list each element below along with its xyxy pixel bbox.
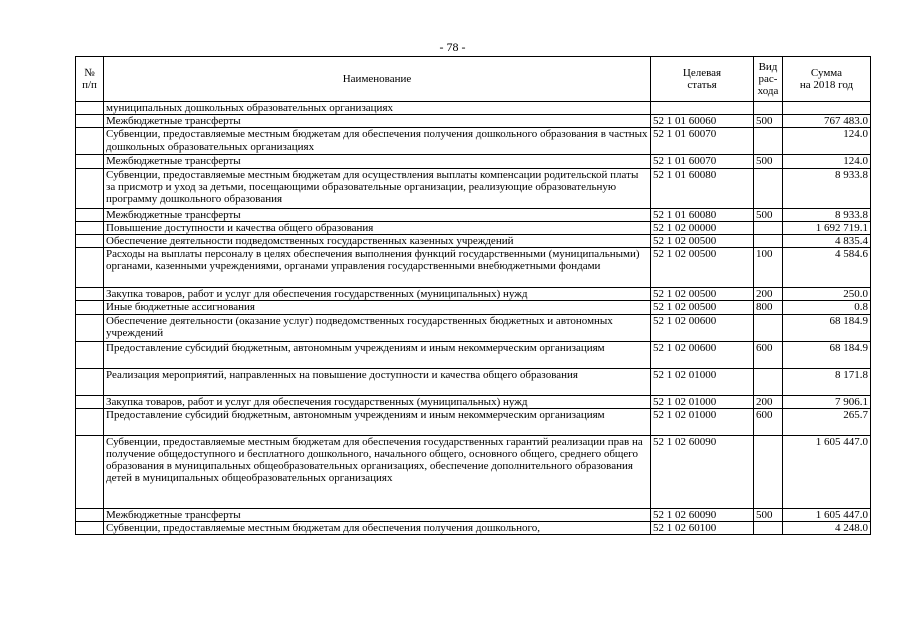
table-header-row [76, 57, 871, 102]
cell-code: 52 1 02 60090 [651, 435, 754, 508]
cell-name: муниципальных дошкольных образовательных организациях [104, 102, 651, 115]
cell-sum: 250.0 [783, 288, 871, 301]
cell-num [76, 288, 104, 301]
cell-kind: 500 [754, 155, 783, 168]
cell-kind [754, 435, 783, 508]
cell-sum: 0.8 [783, 301, 871, 314]
cell-name: Субвенции, предоставляемые местным бюджетам для обеспечения получения дошкольного, [104, 522, 651, 535]
cell-kind [754, 368, 783, 395]
table-row [76, 102, 871, 115]
header-sum [783, 57, 871, 102]
table-row [76, 522, 871, 535]
cell-sum: 8 933.8 [783, 208, 871, 221]
cell-kind: 200 [754, 288, 783, 301]
table-row [76, 115, 871, 128]
cell-num [76, 248, 104, 288]
cell-name: Повышение доступности и качества общего образования [104, 221, 651, 234]
cell-kind [754, 221, 783, 234]
cell-code: 52 1 02 00000 [651, 221, 754, 234]
cell-code: 52 1 01 60060 [651, 115, 754, 128]
cell-sum: 1 605 447.0 [783, 508, 871, 521]
cell-sum: 7 906.1 [783, 395, 871, 408]
cell-num [76, 435, 104, 508]
cell-name: Субвенции, предоставляемые местным бюджетам для осуществления выплаты компенсации родительской платы за присмотр и уход за детьми, посещающими образовательные организации, реализующие образовательную программу дошкольного образования [104, 168, 651, 208]
cell-kind [754, 314, 783, 341]
cell-kind: 100 [754, 248, 783, 288]
table-body [76, 102, 871, 535]
header-name-text: Наименование [342, 72, 412, 85]
table-row [76, 435, 871, 508]
cell-kind [754, 168, 783, 208]
cell-kind: 500 [754, 115, 783, 128]
cell-code: 52 1 01 60080 [651, 208, 754, 221]
cell-name: Закупка товаров, работ и услуг для обеспечения государственных (муниципальных) нужд [104, 288, 651, 301]
table-row [76, 395, 871, 408]
cell-num [76, 314, 104, 341]
cell-name: Межбюджетные трансферты [104, 208, 651, 221]
cell-name: Обеспечение деятельности подведомственных государственных казенных учреждений [104, 235, 651, 248]
cell-sum: 124.0 [783, 128, 871, 155]
cell-code [651, 102, 754, 115]
table-row [76, 508, 871, 521]
table-row [76, 208, 871, 221]
table-row [76, 288, 871, 301]
cell-kind: 600 [754, 408, 783, 435]
cell-name: Обеспечение деятельности (оказание услуг) подведомственных государственных бюджетных и автономных учреждений [104, 314, 651, 341]
table-row [76, 155, 871, 168]
header-kind [754, 57, 783, 102]
cell-sum: 124.0 [783, 155, 871, 168]
cell-kind [754, 235, 783, 248]
table-row [76, 408, 871, 435]
page-number: - 78 - [439, 40, 466, 54]
cell-num [76, 115, 104, 128]
cell-kind: 600 [754, 341, 783, 368]
cell-name: Субвенции, предоставляемые местным бюджетам для обеспечения получения дошкольного образования в частных дошкольных образовательных организациях [104, 128, 651, 155]
cell-code: 52 1 02 00600 [651, 341, 754, 368]
cell-code: 52 1 01 60070 [651, 155, 754, 168]
cell-name: Межбюджетные трансферты [104, 115, 651, 128]
table-row [76, 128, 871, 155]
cell-name: Реализация мероприятий, направленных на повышение доступности и качества общего образования [104, 368, 651, 395]
cell-num [76, 155, 104, 168]
cell-code: 52 1 02 60100 [651, 522, 754, 535]
cell-num [76, 408, 104, 435]
cell-sum: 265.7 [783, 408, 871, 435]
cell-kind [754, 128, 783, 155]
cell-kind: 800 [754, 301, 783, 314]
cell-code: 52 1 01 60080 [651, 168, 754, 208]
header-name [104, 57, 651, 102]
cell-code: 52 1 02 60090 [651, 508, 754, 521]
budget-table [75, 56, 871, 535]
cell-sum: 68 184.9 [783, 314, 871, 341]
cell-name: Межбюджетные трансферты [104, 155, 651, 168]
cell-code: 52 1 02 00600 [651, 314, 754, 341]
cell-num [76, 341, 104, 368]
cell-sum: 8 171.8 [783, 368, 871, 395]
header-num [76, 57, 104, 102]
cell-num [76, 235, 104, 248]
cell-sum [783, 102, 871, 115]
table-row [76, 314, 871, 341]
cell-name: Расходы на выплаты персоналу в целях обеспечения выполнения функций государственными (муниципальными) органами, казенными учреждениями, органами управления государственными внебюджетными фондами [104, 248, 651, 288]
cell-kind: 500 [754, 508, 783, 521]
cell-code: 52 1 02 00500 [651, 301, 754, 314]
cell-sum: 4 248.0 [783, 522, 871, 535]
table-row [76, 368, 871, 395]
table-row [76, 301, 871, 314]
cell-sum: 4 584.6 [783, 248, 871, 288]
cell-code: 52 1 02 00500 [651, 235, 754, 248]
cell-code: 52 1 01 60070 [651, 128, 754, 155]
header-kind-text: Вид рас- хода [757, 60, 779, 98]
cell-num [76, 102, 104, 115]
cell-name: Межбюджетные трансферты [104, 508, 651, 521]
header-code [651, 57, 754, 102]
cell-code: 52 1 02 00500 [651, 288, 754, 301]
cell-num [76, 301, 104, 314]
cell-kind [754, 102, 783, 115]
cell-name: Субвенции, предоставляемые местным бюджетам для обеспечения государственных гарантий реализации прав на получение общедоступного и бесплатного дошкольного, начального общего, основного общего, среднего общего образования в муниципальных общеобразовательных организациях, обеспечение дополнительного образования детей в муниципальных общеобразовательных организациях [104, 435, 651, 508]
cell-code: 52 1 02 01000 [651, 395, 754, 408]
cell-num [76, 508, 104, 521]
cell-sum: 68 184.9 [783, 341, 871, 368]
table-row [76, 248, 871, 288]
cell-sum: 1 605 447.0 [783, 435, 871, 508]
cell-sum: 8 933.8 [783, 168, 871, 208]
cell-num [76, 168, 104, 208]
cell-name: Предоставление субсидий бюджетным, автономным учреждениям и иным некоммерческим организациям [104, 408, 651, 435]
header-sum-text: Сумма на 2018 год [799, 66, 854, 91]
cell-num [76, 221, 104, 234]
cell-name: Иные бюджетные ассигнования [104, 301, 651, 314]
cell-sum: 4 835.4 [783, 235, 871, 248]
cell-kind: 500 [754, 208, 783, 221]
cell-sum: 767 483.0 [783, 115, 871, 128]
table-row [76, 341, 871, 368]
cell-num [76, 208, 104, 221]
table-row [76, 168, 871, 208]
cell-code: 52 1 02 01000 [651, 408, 754, 435]
header-code-text: Целевая статья [682, 66, 722, 91]
cell-num [76, 395, 104, 408]
cell-name: Закупка товаров, работ и услуг для обеспечения государственных (муниципальных) нужд [104, 395, 651, 408]
cell-sum: 1 692 719.1 [783, 221, 871, 234]
table-row [76, 235, 871, 248]
header-num-text: № п/п [82, 66, 97, 91]
cell-kind [754, 522, 783, 535]
cell-code: 52 1 02 01000 [651, 368, 754, 395]
cell-kind: 200 [754, 395, 783, 408]
cell-code: 52 1 02 00500 [651, 248, 754, 288]
cell-num [76, 368, 104, 395]
cell-name: Предоставление субсидий бюджетным, автономным учреждениям и иным некоммерческим организациям [104, 341, 651, 368]
table-row [76, 221, 871, 234]
cell-num [76, 128, 104, 155]
cell-num [76, 522, 104, 535]
